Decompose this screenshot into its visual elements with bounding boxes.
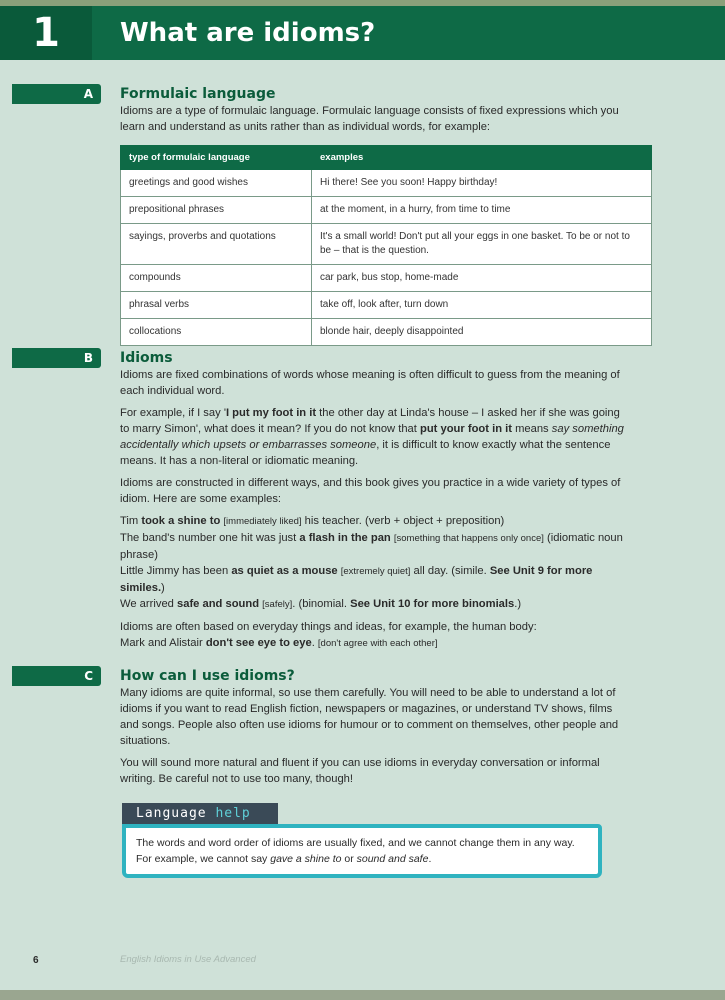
table-header: examples [312, 146, 652, 170]
table-cell: It's a small world! Don't put all your eggs in one basket. To be or not to be – that is the question. [312, 224, 652, 265]
section-b-p2: For example, if I say 'I put my foot in it the other day at Linda's house – I asked her if she was going to marry Simon', what does it mean? If you do not know that put your foot in it means say something accidentally which upsets or embarrasses someone, it is difficult to know exactly what the sentence means. It has a non-literal or idiomatic meaning. [120, 407, 624, 467]
idiom-example: Mark and Alistair don't see eye to eye. [don't agree with each other] [120, 637, 438, 649]
table-row [121, 224, 652, 265]
section-a-title: Formulaic language [120, 86, 276, 102]
table-row [121, 319, 652, 346]
table-row [121, 197, 652, 224]
section-c-p2: You will sound more natural and fluent if you can use idioms in everyday conversation or informal writing. Be careful not to use too many, though! [120, 757, 600, 785]
idiom-example: Tim took a shine to [immediately liked] his teacher. (verb + object + preposition) [120, 515, 505, 527]
table-header: type of formulaic language [121, 146, 312, 170]
book-title: English Idioms in Use Advanced [120, 954, 256, 965]
table-cell: sayings, proverbs and quotations [121, 224, 312, 265]
section-b-marker: B [12, 348, 101, 368]
section-b [120, 349, 632, 652]
section-b-title: Idioms [120, 350, 173, 366]
section-c-p1: Many idioms are quite informal, so use them carefully. You will need to be able to understand a lot of idioms if you want to read English fiction, newspapers or magazines, or understand TV shows, films and songs. People also often use idioms for humour or to comment on themselves, other people and situations. [120, 687, 619, 747]
section-a-marker: A [12, 84, 101, 104]
language-help-box: The words and word order of idioms are usually fixed, and we cannot change them in any way. For example, we cannot say gave a shine to or sound and safe. [122, 824, 602, 878]
section-b-p3: Idioms are constructed in different ways, and this book gives you practice in a wide variety of types of idiom. Here are some examples: [120, 477, 621, 505]
unit-number: 1 [0, 6, 92, 60]
bottom-band [0, 990, 725, 1000]
page-number: 6 [33, 955, 39, 966]
idiom-example: The band's number one hit was just a flash in the pan [something that happens only once] (idiomatic noun phrase) [120, 532, 623, 561]
table-cell: prepositional phrases [121, 197, 312, 224]
section-a-intro: Idioms are a type of formulaic language. Formulaic language consists of fixed expressions which you learn and understand as units rather than as individual words, for example: [120, 105, 619, 133]
section-c-title: How can I use idioms? [120, 668, 295, 684]
table-cell: at the moment, in a hurry, from time to time [312, 197, 652, 224]
section-c-marker: C [12, 666, 101, 686]
table-cell: take off, look after, turn down [312, 292, 652, 319]
idiom-example: We arrived safe and sound [safely]. (binomial. See Unit 10 for more binomials.) [120, 598, 522, 610]
section-b-p4: Idioms are often based on everyday things and ideas, for example, the human body: [120, 621, 537, 633]
table-cell: collocations [121, 319, 312, 346]
table-header-row [121, 146, 652, 170]
formulaic-language-table [120, 145, 652, 346]
table-cell: greetings and good wishes [121, 170, 312, 197]
table-row [121, 170, 652, 197]
language-help-label: Language help [122, 803, 278, 824]
table-cell: Hi there! See you soon! Happy birthday! [312, 170, 652, 197]
section-c [120, 667, 632, 793]
table-cell: car park, bus stop, home-made [312, 265, 652, 292]
table-cell: phrasal verbs [121, 292, 312, 319]
table-row [121, 292, 652, 319]
section-a [120, 85, 632, 346]
section-b-p1: Idioms are fixed combinations of words whose meaning is often difficult to guess from the meaning of each individual word. [120, 369, 620, 397]
table-row [121, 265, 652, 292]
page-title: What are idioms? [120, 18, 376, 48]
table-cell: blonde hair, deeply disappointed [312, 319, 652, 346]
unit-header [0, 6, 725, 60]
idiom-example: Little Jimmy has been as quiet as a mouse [extremely quiet] all day. (simile. See Unit 9 for more similes.) [120, 565, 593, 594]
table-cell: compounds [121, 265, 312, 292]
